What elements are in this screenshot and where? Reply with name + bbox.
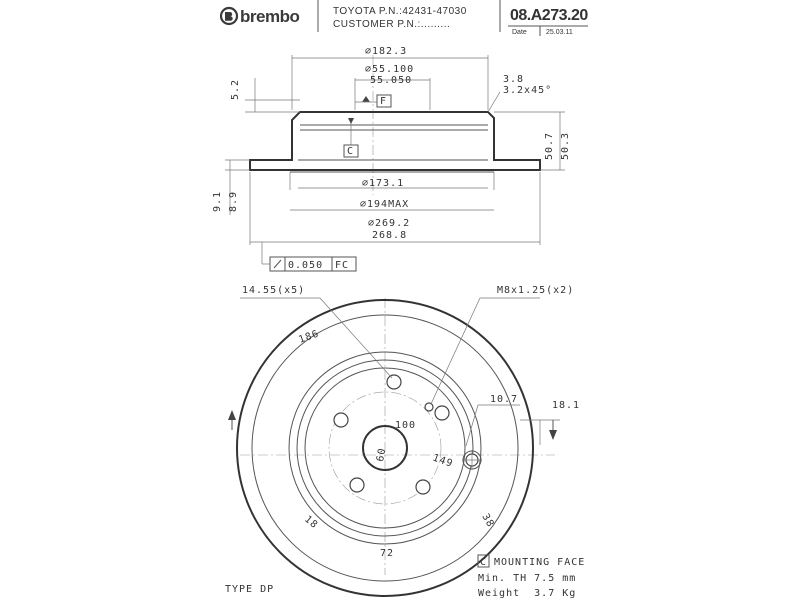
weight: Weight 3.7 Kg bbox=[478, 588, 577, 599]
tolerance-value: 0.050 bbox=[288, 260, 324, 271]
arrow-up-icon bbox=[228, 410, 236, 420]
part-number: 08.A273.20 bbox=[510, 7, 588, 24]
dim-38: 38 bbox=[479, 512, 496, 530]
thickness-max: 9.1 bbox=[212, 190, 223, 212]
dia-inner-band: ∅173.1 bbox=[362, 178, 405, 189]
bolt-hole bbox=[334, 413, 348, 427]
mounting-ref: C bbox=[480, 557, 488, 568]
total-height-max: 50.7 bbox=[544, 131, 555, 160]
arrow-down-icon bbox=[549, 430, 557, 440]
bolt-hole bbox=[387, 375, 401, 389]
mounting-label: MOUNTING FACE bbox=[494, 557, 586, 568]
dim-18: 18 bbox=[302, 513, 320, 532]
dia-max: ∅194MAX bbox=[360, 199, 410, 210]
oem-part-number: TOYOTA P.N.:42431-47030 bbox=[333, 6, 467, 17]
date-label: Date bbox=[512, 29, 527, 36]
type-label: TYPE DP bbox=[225, 584, 275, 595]
chamfer-b: 3.2x45° bbox=[503, 85, 553, 96]
chamfer-a: 3.8 bbox=[503, 74, 525, 85]
brand-name: brembo bbox=[240, 7, 300, 26]
dim-60: 60 bbox=[375, 446, 389, 463]
min-thickness: Min. TH 7.5 mm bbox=[478, 573, 577, 584]
datum-f: F bbox=[380, 96, 388, 107]
dim-72: 72 bbox=[380, 548, 395, 559]
brembo-logo-icon bbox=[221, 8, 237, 24]
dia-outer-min: 268.8 bbox=[372, 230, 408, 241]
dia-outer-max: ∅269.2 bbox=[368, 218, 411, 229]
date-value: 25.03.11 bbox=[546, 29, 573, 36]
disc-profile bbox=[250, 112, 540, 170]
title-block bbox=[221, 0, 588, 36]
dim-100: 100 bbox=[395, 420, 417, 431]
dia-center-bore-min: 55.050 bbox=[370, 75, 413, 86]
hole-spec: 14.55(x5) bbox=[242, 285, 306, 296]
thickness-min: 8.9 bbox=[228, 190, 239, 212]
dia-center-bore-max: ∅55.100 bbox=[365, 64, 415, 75]
dia-hat-outer: ∅182.3 bbox=[365, 46, 408, 57]
tolerance-ref: FC bbox=[335, 260, 350, 271]
bolt-hole bbox=[350, 478, 364, 492]
face-view bbox=[228, 285, 580, 596]
dim-186: 186 bbox=[297, 328, 321, 346]
dim-10-7: 10.7 bbox=[490, 394, 519, 405]
bolt-hole bbox=[416, 480, 430, 494]
thread-hole bbox=[425, 403, 433, 411]
section-view bbox=[212, 46, 571, 271]
footer-notes bbox=[225, 555, 585, 599]
hat-height: 5.2 bbox=[230, 78, 241, 100]
datum-c: C bbox=[347, 146, 355, 157]
bolt-hole bbox=[435, 406, 449, 420]
runout-icon bbox=[274, 260, 281, 268]
thread-spec: M8x1.25(x2) bbox=[497, 285, 575, 296]
total-height-min: 50.3 bbox=[560, 131, 571, 160]
customer-part-number: CUSTOMER P.N.:......... bbox=[333, 19, 451, 30]
dim-18-1: 18.1 bbox=[552, 400, 581, 411]
dim-149: 149 bbox=[430, 452, 455, 471]
